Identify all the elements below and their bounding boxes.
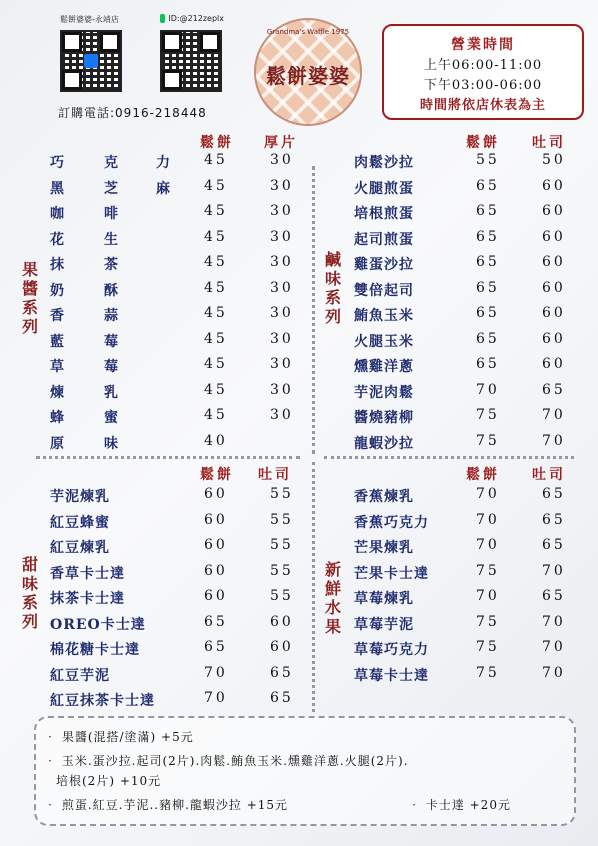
sweet-item-price-toast: 60 <box>270 613 294 630</box>
jam-item-price-waffle: 45 <box>204 330 228 347</box>
jam-item-name-char: 草 <box>50 359 65 375</box>
jam-item-name-char: 克 <box>104 155 119 171</box>
sweet-item-price-waffle: 60 <box>204 511 228 528</box>
jam-item-name-char: 香 <box>50 308 65 324</box>
sweet-item-name: OREO卡士達 <box>50 616 146 633</box>
fruit-item-price-waffle: 75 <box>476 664 500 681</box>
jam-item-price-toast: 30 <box>270 254 294 270</box>
jam-item-name-char: 乳 <box>104 384 119 401</box>
sweet-item-price-waffle: 60 <box>204 537 228 553</box>
jam-item-price-waffle: 45 <box>204 152 228 168</box>
fruit-item-name: 草莓巧克力 <box>354 642 429 658</box>
salty-item-price-toast: 60 <box>542 177 566 194</box>
category-fruit: 新鮮水果 <box>324 560 341 636</box>
jam-item-price-waffle: 45 <box>204 177 228 194</box>
jam-item-price-toast: 30 <box>270 381 294 398</box>
sweet-item-price-waffle: 70 <box>204 690 228 706</box>
jam-item-name-char: 原 <box>50 435 65 452</box>
fruit-header-waffle: 鬆餅 <box>466 467 500 483</box>
salty-item-price-waffle: 65 <box>476 203 500 219</box>
logo-text: 鬆餅婆婆 <box>266 64 350 88</box>
salty-item-price-waffle: 75 <box>476 432 500 449</box>
fruit-item-price-toast: 65 <box>542 486 566 502</box>
jam-item-price-toast: 30 <box>270 407 294 423</box>
brand-logo <box>254 18 362 126</box>
jam-header-toast: 厚片 <box>264 135 298 151</box>
vertical-divider-lower <box>312 462 315 712</box>
salty-header-waffle: 鬆餅 <box>466 135 500 151</box>
jam-item-price-toast: 30 <box>270 356 294 372</box>
sweet-item-price-toast: 55 <box>270 562 294 579</box>
facebook-qr-code[interactable] <box>60 30 122 92</box>
salty-item-price-toast: 65 <box>542 381 566 398</box>
salty-item-price-waffle: 65 <box>476 305 500 321</box>
fruit-item-name: 芒果卡士達 <box>354 565 429 582</box>
jam-item-price-waffle: 45 <box>204 356 228 372</box>
sweet-item-name: 紅豆煉乳 <box>50 540 110 556</box>
jam-item-name-char: 啡 <box>104 206 119 222</box>
fruit-item-price-toast: 70 <box>542 562 566 579</box>
sweet-item-name: 抹茶卡士達 <box>50 591 125 607</box>
fruit-item-price-toast: 70 <box>542 639 566 655</box>
fruit-item-name: 草莓芋泥 <box>354 616 414 633</box>
sweet-item-price-toast: 55 <box>270 511 294 528</box>
salty-item-price-waffle: 65 <box>476 228 500 245</box>
fruit-item-name: 香蕉巧克力 <box>354 514 429 531</box>
addon-notes-box <box>34 716 576 826</box>
jam-item-name-char: 藍 <box>50 333 65 350</box>
fruit-item-price-waffle: 70 <box>476 511 500 528</box>
jam-item-name-char: 莓 <box>104 333 119 350</box>
salty-item-price-waffle: 55 <box>476 152 500 168</box>
salty-item-price-waffle: 65 <box>476 254 500 270</box>
jam-item-name-char: 味 <box>104 435 119 452</box>
salty-item-name: 肉鬆沙拉 <box>354 155 414 171</box>
sweet-item-price-waffle: 60 <box>204 486 228 502</box>
salty-item-price-toast: 70 <box>542 432 566 449</box>
jam-item-name-char: 煉 <box>50 384 65 401</box>
fruit-item-price-toast: 65 <box>542 588 566 604</box>
addon-note-10: ‧ 玉米.蛋沙拉.起司(2片).肉鬆.鮪魚玉米.燻雞洋蔥.火腿(2片). <box>44 754 409 768</box>
jam-item-price-waffle: 45 <box>204 279 228 296</box>
salty-item-price-toast: 60 <box>542 305 566 321</box>
jam-item-price-toast: 30 <box>270 228 294 245</box>
hours-title: 營業時間 <box>451 37 515 53</box>
salty-item-price-toast: 60 <box>542 228 566 245</box>
jam-item-name-char: 芝 <box>104 180 119 197</box>
addon-note-10-cont: 培根(2片) +10元 <box>56 774 162 788</box>
salty-item-name: 雞蛋沙拉 <box>354 257 414 273</box>
facebook-icon <box>84 54 98 68</box>
jam-header-waffle: 鬆餅 <box>200 135 234 151</box>
salty-item-price-toast: 60 <box>542 254 566 270</box>
sweet-item-price-toast: 55 <box>270 588 294 604</box>
jam-item-name-char: 蒜 <box>104 308 119 324</box>
salty-item-name: 火腿煎蛋 <box>354 180 414 197</box>
fruit-item-name: 草莓卡士達 <box>354 667 429 684</box>
jam-item-price-waffle: 45 <box>204 203 228 219</box>
jam-item-name-char: 茶 <box>104 257 119 273</box>
salty-item-price-toast: 60 <box>542 356 566 372</box>
line-qr-code[interactable] <box>160 30 222 92</box>
logo-arc-text: Grandma's Waffle 1975 <box>266 28 350 36</box>
jam-item-price-waffle: 45 <box>204 305 228 321</box>
jam-item-name-char: 奶 <box>50 282 65 299</box>
sweet-item-name: 棉花糖卡士達 <box>50 642 140 658</box>
jam-item-name-char: 抹 <box>50 257 65 273</box>
sweet-item-price-waffle: 70 <box>204 664 228 681</box>
sweet-item-name: 紅豆抹茶卡士達 <box>50 693 155 709</box>
fruit-item-price-toast: 70 <box>542 664 566 681</box>
fruit-item-price-waffle: 75 <box>476 639 500 655</box>
jam-item-price-waffle: 45 <box>204 254 228 270</box>
category-sweet: 甜味系列 <box>21 555 38 631</box>
salty-item-price-toast: 50 <box>542 152 566 168</box>
jam-item-price-toast: 30 <box>270 279 294 296</box>
jam-item-name-char: 蜜 <box>104 410 119 426</box>
category-jam: 果醬系列 <box>21 260 38 336</box>
jam-item-price-waffle: 45 <box>204 407 228 423</box>
salty-item-price-waffle: 75 <box>476 407 500 423</box>
horizontal-divider-right <box>324 456 574 459</box>
fruit-item-price-waffle: 70 <box>476 537 500 553</box>
jam-item-price-toast: 30 <box>270 203 294 219</box>
jam-item-price-toast: 30 <box>270 177 294 194</box>
addon-note-jam: ‧ 果醬(混搭/塗滿) +5元 <box>44 730 194 744</box>
salty-item-price-toast: 60 <box>542 203 566 219</box>
jam-item-price-waffle: 40 <box>204 432 228 449</box>
salty-item-name: 燻雞洋蔥 <box>354 359 414 375</box>
salty-item-name: 鮪魚玉米 <box>354 308 414 324</box>
jam-item-name-char: 花 <box>50 231 65 248</box>
salty-item-price-toast: 70 <box>542 407 566 423</box>
jam-item-name-char: 生 <box>104 231 119 248</box>
hours-morning: 上午06:00-11:00 <box>423 58 543 73</box>
sweet-item-price-toast: 60 <box>270 639 294 655</box>
jam-item-price-toast: 30 <box>270 330 294 347</box>
salty-item-name: 培根煎蛋 <box>354 206 414 222</box>
fruit-item-name: 芒果煉乳 <box>354 540 414 556</box>
salty-item-name: 起司煎蛋 <box>354 231 414 248</box>
fruit-item-price-waffle: 70 <box>476 588 500 604</box>
salty-header-toast: 吐司 <box>532 135 566 151</box>
hours-afternoon: 下午03:00-06:00 <box>423 78 543 93</box>
jam-item-name-char: 力 <box>156 155 171 171</box>
salty-item-name: 芋泥肉鬆 <box>354 384 414 401</box>
addon-note-20: ‧ 卡士達 +20元 <box>408 798 511 812</box>
fruit-item-price-waffle: 75 <box>476 613 500 630</box>
salty-item-name: 龍蝦沙拉 <box>354 435 414 452</box>
business-hours-box <box>382 24 584 120</box>
sweet-item-price-toast: 65 <box>270 664 294 681</box>
sweet-item-price-toast: 65 <box>270 690 294 706</box>
category-salty: 鹹味系列 <box>324 250 341 326</box>
fruit-item-price-waffle: 75 <box>476 562 500 579</box>
salty-item-name: 醬燒豬柳 <box>354 410 414 426</box>
fruit-item-name: 草莓煉乳 <box>354 591 414 607</box>
salty-item-price-waffle: 70 <box>476 381 500 398</box>
sweet-header-toast: 吐司 <box>258 467 292 483</box>
horizontal-divider-left <box>36 456 300 459</box>
phone-number: 訂購電話:0916-218448 <box>58 106 207 120</box>
sweet-item-price-waffle: 65 <box>204 639 228 655</box>
salty-item-name: 雙倍起司 <box>354 282 414 299</box>
jam-item-price-toast: 30 <box>270 152 294 168</box>
addon-note-15: ‧ 煎蛋.紅豆.芋泥..豬柳.龍蝦沙拉 +15元 <box>44 798 289 812</box>
line-icon <box>160 14 165 23</box>
jam-item-name-char: 酥 <box>104 282 119 299</box>
salty-item-price-waffle: 65 <box>476 279 500 296</box>
salty-item-price-waffle: 65 <box>476 177 500 194</box>
fruit-item-price-toast: 65 <box>542 537 566 553</box>
fruit-item-price-toast: 70 <box>542 613 566 630</box>
sweet-item-price-toast: 55 <box>270 486 294 502</box>
jam-item-name-char: 咖 <box>50 206 65 222</box>
jam-item-name-char: 蜂 <box>50 410 65 426</box>
sweet-item-price-waffle: 60 <box>204 562 228 579</box>
jam-item-name-char: 麻 <box>156 180 171 197</box>
sweet-item-name: 紅豆蜂蜜 <box>50 514 110 531</box>
fruit-header-toast: 吐司 <box>532 467 566 483</box>
salty-item-name: 火腿玉米 <box>354 333 414 350</box>
jam-item-name-char: 黑 <box>50 180 65 197</box>
jam-item-name-char: 巧 <box>50 155 65 171</box>
fruit-item-price-toast: 65 <box>542 511 566 528</box>
sweet-item-name: 香草卡士達 <box>50 565 125 582</box>
jam-item-name-char: 莓 <box>104 359 119 375</box>
salty-item-price-waffle: 65 <box>476 330 500 347</box>
sweet-item-price-toast: 55 <box>270 537 294 553</box>
sweet-item-price-waffle: 65 <box>204 613 228 630</box>
salty-item-price-toast: 60 <box>542 330 566 347</box>
jam-item-price-waffle: 45 <box>204 381 228 398</box>
sweet-header-waffle: 鬆餅 <box>200 467 234 483</box>
fruit-item-price-waffle: 70 <box>476 486 500 502</box>
sweet-item-price-waffle: 60 <box>204 588 228 604</box>
fruit-item-name: 香蕉煉乳 <box>354 489 414 505</box>
salty-item-price-toast: 60 <box>542 279 566 296</box>
hours-note: 時間將依店休表為主 <box>419 98 546 113</box>
vertical-divider <box>312 166 315 454</box>
jam-item-price-toast: 30 <box>270 305 294 321</box>
store-label: 鬆餅婆婆-永靖店 <box>60 15 119 24</box>
sweet-item-name: 紅豆芋泥 <box>50 667 110 684</box>
line-id: ID:@212zeplx <box>168 14 224 23</box>
jam-item-price-waffle: 45 <box>204 228 228 245</box>
sweet-item-name: 芋泥煉乳 <box>50 489 110 505</box>
salty-item-price-waffle: 65 <box>476 356 500 372</box>
